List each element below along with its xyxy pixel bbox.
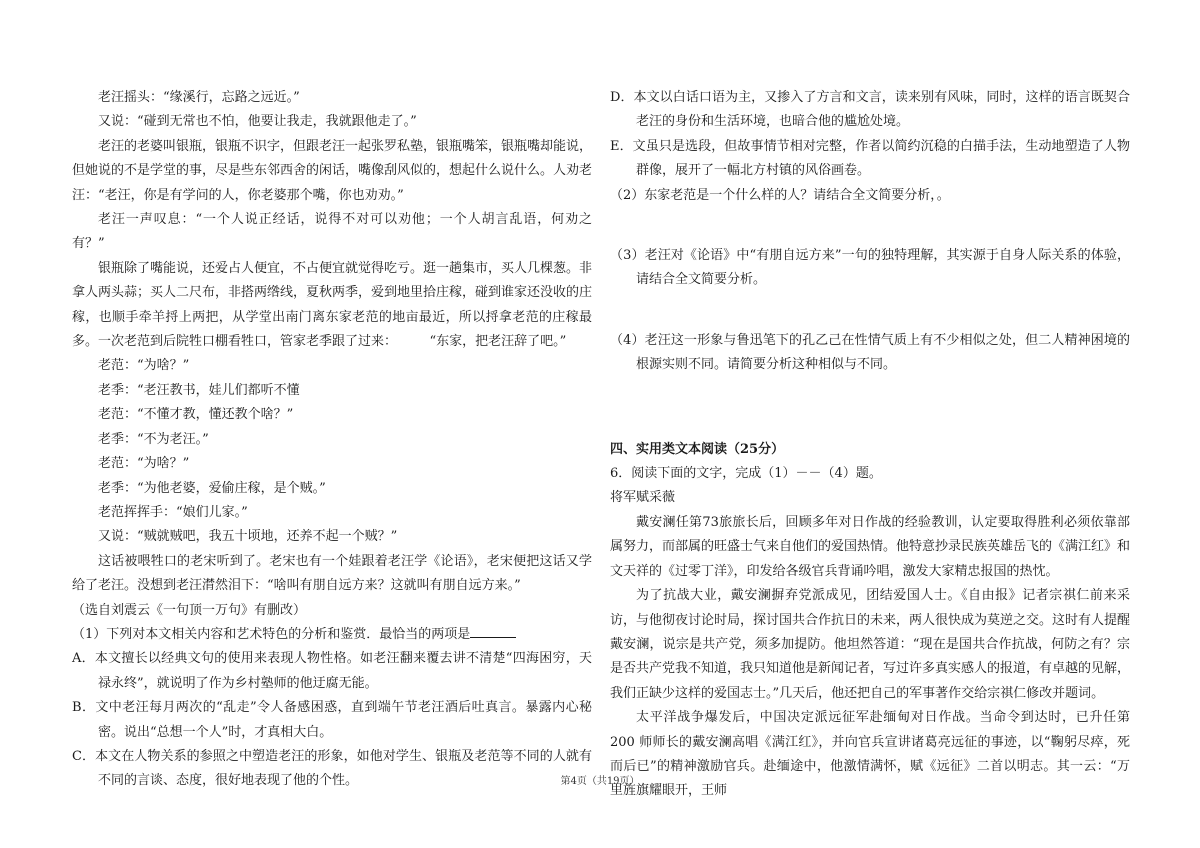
article-title: 将军赋采薇 <box>610 490 676 506</box>
source-citation: （选自刘震云《一句顶一万句》有删改） <box>72 602 307 618</box>
question-2: （2）东家老范是一个什么样的人？请结合全文简要分析，。 <box>610 187 950 203</box>
paragraph: 又说：“碰到无常也不怕，他要让我走，我就跟他走了。” <box>98 114 417 130</box>
paragraph: 老汪摇头：“缘溪行，忘路之远近。” <box>98 90 300 105</box>
section-heading: 四、实用类文本阅读（25分） <box>610 441 785 457</box>
page-footer: 第4页（共19页） <box>560 776 640 787</box>
option-a: A．本文擅长以经典文句的使用来表现人物性格。如老汪翻来覆去讲不清楚“四海困穷，天禄永终”，就说明了作为乡村塾师的他迂腐无能。 <box>72 651 592 691</box>
answer-blank[interactable] <box>470 623 516 638</box>
dialogue-line: 又说：“贼就贼吧，我五十顷地，还养不起一个贼？” <box>98 529 398 545</box>
right-column <box>610 86 1130 804</box>
option-d: D．本文以白话口语为主，又掺入了方言和文言，读来别有风味，同时，这样的语言既契合老汪的身份和生活环境，也暗合他的尴尬处境。 <box>610 90 1130 130</box>
answer-space <box>610 293 1130 329</box>
option-b: B．文中老汪每月两次的“乱走”令人备感困惑，直到端午节老汪酒后吐真言。暴露内心秘密。说出“总想一个人”时，才真相大白。 <box>72 700 592 740</box>
dialogue-line: 老季：“不为老汪。” <box>98 431 209 447</box>
dialogue-line: 老范：“为啥？” <box>98 358 190 374</box>
answer-space <box>610 208 1130 244</box>
paragraph: 老汪的老婆叫银瓶，银瓶不识字，但跟老汪一起张罗私塾，银瓶嘴笨，银瓶嘴却能说，但她说的不是学堂的事，尽是些东邻西舍的闲话，嘴像刮风似的，想起什么说什么。人劝老汪：“老汪，你是有学问的人，你老婆那个嘴，你也劝劝。” <box>72 138 593 203</box>
answer-space <box>610 378 1130 438</box>
dialogue-line: 老范挥挥手：“娘们儿家。” <box>98 504 248 520</box>
question-3: （3）老汪对《论语》中“有朋自远方来”一句的独特理解，其实源于自身人际关系的体验，请结合全文简要分析。 <box>610 248 1130 288</box>
paragraph: 戴安澜任第73旅旅长后，回顾多年对日作战的经验教训，认定要取得胜利必须依靠部属努力，而部属的旺盛士气来自他们的爱国热情。他特意抄录民族英雄岳飞的《满江红》和文天祥的《过零丁洋》，印发给各级官兵背诵吟唱，激发大家精忠报国的热忱。 <box>610 514 1131 579</box>
dialogue-line: 老季：“老汪教书，娃儿们都听不懂 <box>98 382 300 398</box>
paragraph: 这话被喂牲口的老宋听到了。老宋也有一个娃跟着老汪学《论语》，老宋便把这话又学给了老汪。没想到老汪潸然泪下：“啥叫有朋自远方来？这就叫有朋自远方来。” <box>72 553 592 594</box>
dialogue-line: 老季：“为他老婆，爱偷庄稼，是个贼。” <box>98 480 326 496</box>
left-column <box>72 86 592 794</box>
paragraph: 银瓶除了嘴能说，还爱占人便宜，不占便宜就觉得吃亏。逛一趟集市，买人几棵葱。非拿人两头蒜；买人二尺布，非搭两绺线，夏秋两季，爱到地里拾庄稼，碰到谁家还没收的庄稼，也顺手牵羊捋上两把，从学堂出南门离东家老范的地亩最近，所以捋拿老范的庄稼最多。一次老范到后院牲口棚看牲口，管家老季跟了过来： “东家，把老汪辞了吧。” <box>72 260 593 350</box>
dialogue-line: 老范：“为啥？” <box>98 456 190 472</box>
dialogue-line: 老范：“不懂才教，懂还教个啥？” <box>98 407 294 423</box>
paragraph: 太平洋战争爆发后，中国决定派远征军赴缅甸对日作战。当命令到达时，已升任第 200 师师长的戴安澜高唱《满江红》，并向官兵宣讲诸葛亮远征的事迹，以“鞠躬尽瘁，死而后已”的精神激励官兵。赴缅途中，他激情满怀，赋《远征》二首以明志。其一云：“万里旌旗耀眼开，王师 <box>610 710 1130 799</box>
question-6: 6．阅读下面的文字，完成（1）－－（4）题。 <box>610 466 882 482</box>
option-c: C．本文在人物关系的参照之中塑造老汪的形象，如他对学生、银瓶及老范等不同的人就有不同的言谈、态度，很好地表现了他的个性。 <box>72 748 592 789</box>
question-4: （4）老汪这一形象与鲁迅笔下的孔乙己在性情气质上有不少相似之处，但二人精神困境的根源实则不同。请简要分析这种相似与不同。 <box>610 332 1130 373</box>
paragraph: 为了抗战大业，戴安澜摒弃党派成见，团结爱国人士。《自由报》记者宗祺仁前来采访，与他彻夜讨论时局，探讨国共合作抗日的未来，两人很快成为莫逆之交。这时有人提醒戴安澜，说宗是共产党，须多加提防。他坦然答道：“现在是国共合作抗战，何防之有？宗是否共产党我不知道，我只知道他是新闻记者，写过许多真实感人的报道，有卓越的见解，我们正缺少这样的爱国志士。”几天后，他还把自己的军事著作交给宗祺仁修改并题词。 <box>610 588 1131 701</box>
paragraph: 老汪一声叹息：“一个人说正经话，说得不对可以劝他；一个人胡言乱语，何劝之有？” <box>72 212 592 252</box>
question-1: （1）下列对本文相关内容和艺术特色的分析和鉴赏．最恰当的两项是 <box>72 623 592 647</box>
option-e: E．文虽只是选段，但故事情节相对完整，作者以简约沉稳的白描手法，生动地塑造了人物群像，展开了一幅北方村镇的风俗画卷。 <box>610 138 1130 179</box>
